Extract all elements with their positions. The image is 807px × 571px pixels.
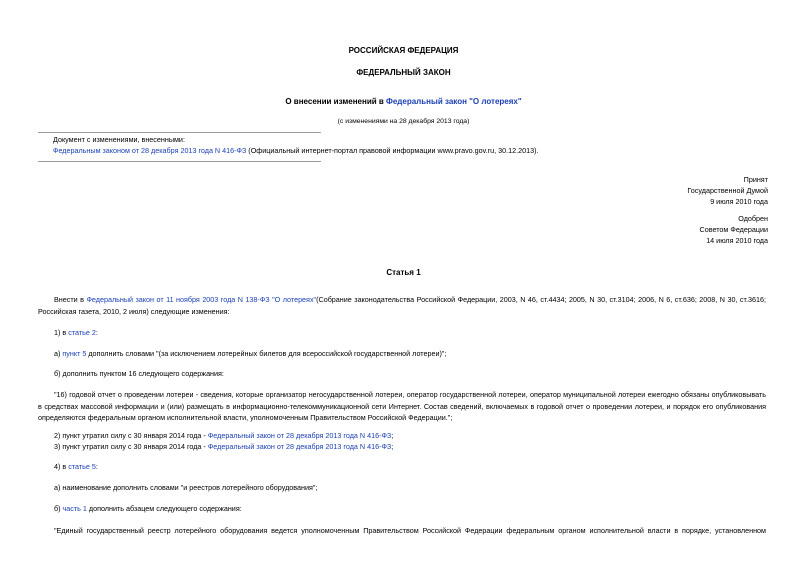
item-1b: б) дополнить пунктом 16 следующего содержания: (54, 369, 224, 378)
intro-pre: Внести в (54, 295, 87, 304)
note-source-text: (Официальный интернет-портал правовой информации www.pravo.gov.ru, 30.12.2013). (246, 146, 539, 155)
item-2-post: ; (391, 431, 394, 440)
intro-rest: (Собрание законодательства Российской Федерации, 2003, N 46, ст.4434; 2005, N 30, ст.3104; 2006, N 6, ст.636; 2008, N 30, ст.3616; Российская газета, 2010, 2 июля) следующие изменения: (38, 295, 766, 316)
article-2-link[interactable]: статье 2 (68, 328, 96, 337)
country-heading: РОССИЙСКАЯ ФЕДЕРАЦИЯ (348, 46, 459, 55)
quote-clause-16: "16) годовой отчет о проведении лотереи - сведения, которые организатор негосударственной лотереи, оператор государственной лотереи, оператор муниципальной лотереи ежегодно обязаны опубликовывать в средствах массовой информации и (или) размещать в информационно-телекоммуникационной сети Интернет. Состав сведений, включаемых в годовой отчет о проведении лотереи, и порядок его опубликования определяются федеральным органом исполнительной власти, уполномоченным Правительством Российской Федерации."; (38, 390, 766, 422)
adopted-date: 9 июля 2010 года (710, 197, 768, 206)
adopted-body: Государственной Думой (687, 186, 768, 195)
adopted-label: Принят (743, 175, 768, 184)
item-1a (54, 349, 446, 358)
law-type-heading: ФЕДЕРАЛЬНЫЙ ЗАКОН (356, 68, 451, 77)
document-title (0, 97, 807, 106)
note-amending-law-link[interactable]: Федеральным законом от 28 декабря 2013 года N 416-ФЗ (53, 146, 247, 155)
approved-label: Одобрен (738, 214, 768, 223)
item-1a-pre: а) (54, 349, 63, 358)
approved-date: 14 июля 2010 года (706, 236, 768, 245)
item-1-pre: 1) в (54, 328, 69, 337)
item-4-pre: 4) в (54, 462, 69, 471)
item-3-pre: 3) пункт утратил силу с 30 января 2014 года - (54, 442, 208, 451)
item-4b (54, 504, 242, 513)
item-1a-post: дополнить словами "(за исключением лотерейных билетов для всероссийской государственной лотереи)"; (86, 349, 447, 358)
item-2-pre: 2) пункт утратил силу с 30 января 2014 года - (54, 431, 208, 440)
item-2 (54, 431, 393, 440)
note-line2 (53, 146, 538, 155)
item-1-post: : (95, 328, 98, 337)
item-4 (54, 462, 98, 471)
note-line1: Документ с изменениями, внесенными: (53, 135, 185, 144)
note-top-divider (38, 132, 321, 133)
item-3-post: ; (391, 442, 394, 451)
quote-registry: "Единый государственный реестр лотерейного оборудования ведется уполномоченным Правительством Российской Федерации федеральным органом исполнительной власти в порядке, установленном (54, 526, 766, 535)
intro-law-link[interactable]: Федеральный закон от 11 ноября 2003 года N 138-ФЗ "О лотереях" (86, 295, 317, 304)
note-bottom-divider (38, 161, 321, 162)
article-intro (38, 294, 766, 317)
item-1 (54, 328, 98, 337)
part-1-link[interactable]: часть 1 (62, 504, 87, 513)
title-prefix: О внесении изменений в (285, 97, 387, 106)
item-4a: а) наименование дополнить словами "и реестров лотерейного оборудования"; (54, 483, 318, 492)
article-title: Статья 1 (386, 268, 421, 277)
item-3 (54, 442, 393, 451)
item-4b-pre: б) (54, 504, 63, 513)
item-4-post: : (95, 462, 98, 471)
item-3-law-link[interactable]: Федеральный закон от 28 декабря 2013 года N 416-ФЗ (207, 442, 392, 451)
clause-5-link[interactable]: пункт 5 (62, 349, 87, 358)
approved-body: Советом Федерации (699, 225, 768, 234)
document-subtitle: (с изменениями на 28 декабря 2013 года) (337, 118, 470, 125)
item-4b-post: дополнить абзацем следующего содержания: (86, 504, 242, 513)
article-5-link[interactable]: статье 5 (68, 462, 96, 471)
title-law-link[interactable]: Федеральный закон "О лотереях" (386, 97, 522, 106)
item-2-law-link[interactable]: Федеральный закон от 28 декабря 2013 года N 416-ФЗ (207, 431, 392, 440)
